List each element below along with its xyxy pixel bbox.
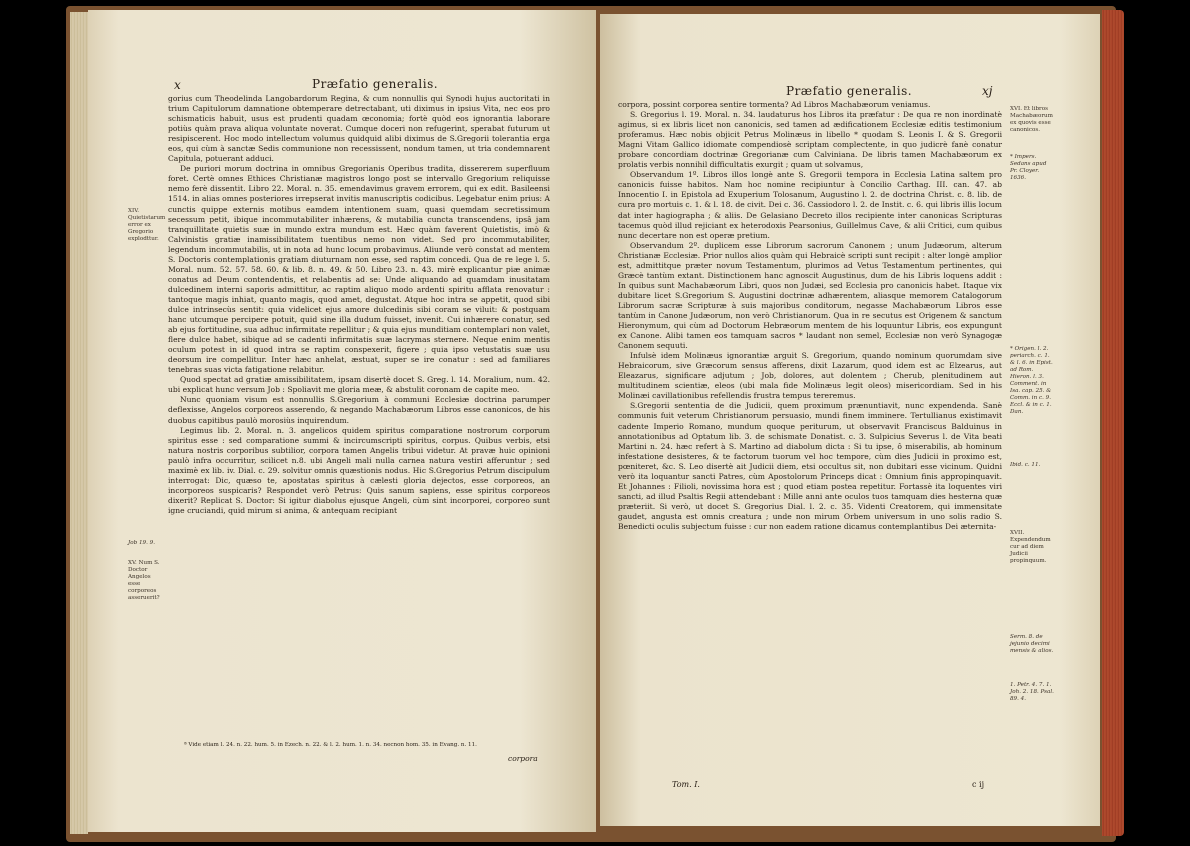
left-page [88, 10, 596, 832]
right-page-number: xj [982, 84, 993, 98]
right-paragraph-4: Observandum 2º. duplicem esse Librorum sacrorum Canonem ; unum Judæorum, alterum Christianæ Ecclesiæ. Prior nullos alios quàm qui Hebraicè scripti sunt recipit : alter longè amplior est, admittitque præter novum Testamentum, plurimos ad Vetus Testamentum pertinentes, qui Græcè tantùm extant. Distinctionem hanc agnoscit Augustinus, dum de his Libris loquens addit : In quibus sunt Machabæorum Libri, quos non Judæi, sed Ecclesia pro canonicis habet. Itaque vix dubitare licet S.Gregorium S. Augustini doctrinæ adhærentem, aliasque memorem Catalogorum Librorum sacræ Scripturæ à suis majoribus conditorum, negasse Machabæorum Libros esse tantùm in Canone Judæorum, non verò Christianorum. Qua in re secutus est Origenem & sanctum Hieronymum, qui cùm ad Doctorum Hebræorum mentem de his loquuntur Libris, eos expungunt ex Canone. Alibi tamen eos tamquam sacros * laudant non semel, Ecclesiæ non verò Synagogæ Canonem sequuti. [618, 240, 1002, 351]
left-running-head: Præfatio generalis. [312, 77, 439, 91]
left-paragraph-2: De puriori morum doctrina in omnibus Gregorianis Operibus tradita, dissererem superfluum foret. Certè omnes Ethices Christianæ magistros longo post se intervallo Gregorium reliquisse nemo ferè dissentit. Libro 22. Moral. n. 35. emendavimus gravem errorem, qui ex edit. Basileensi 1514. in alias omnes posteriores irrepserat invitis manuscriptis codicibus. Legebatur enim prius: A cunctis quippe externis motibus eamdem intentionem suam, quasi quemdam secretissimum secessum petit, ibique incommutabiliter inhærens, & mutabilia cuncta transcendens, ipsâ jam tranquillitate quietis suæ in mundo extra mundum est. Hæc quàm faverent Quietistis, imò & Calvinistis gratiæ inamissibilitatem tuentibus nemo non videt. Sed pro incommutabiliter, legendum incommutabilis, ut in nota ad hunc locum probavimus. Aliunde verò constat ad mentem S. Doctoris contemplationis gratiam diuturnam non esse, sed raptim concedi. Qua de re lege l. 5. Moral. num. 52. 57. 58. 60. & lib. 8. n. 49. & 50. Libro 23. n. 43. mirè explicantur piæ animæ conatus ad Deum contendentis, et relabentis ad se: Unde aliquando ad quamdam inusitatam dulcedinem interni saporis admittitur, ac raptim aliquo modo ardenti spiritu afflata renovatur : tantoque magis inhiat, quanto magis, quod amet, degustat. Atque hoc intra se appetit, quod sibi dulce intrinsecùs sentit: quia videlicet ejus amore dulcedinis sibi coram se viluit: & postquam hanc utcumque percipere potuit, quid sine illa dudum fuisset, invenit. Cui inhærere conatur, sed ab ejus fortitudine, sua adhuc infirmitate repellitur ; & quia ejus munditiam contemplari non valet, flere dulce habet, sibique ad se cadenti infirmitatis suæ lacrymas sternere. Neque enim mentis oculum potest in id quod intra se raptim conspexerit, figere ; quia ipso vetustatis suæ usu deorsum ire compellitur. Inter hæc anhelat, æstuat, super se ire conatur : sed ad familiares tenebras suas victa fatigatione relabitur. [168, 164, 550, 375]
right-margin-note-ibid: Ibid. c. 11. [1010, 462, 1041, 468]
left-catchword: corpora [508, 754, 538, 763]
left-paragraph-1: gorius cum Theodelinda Langobardorum Regina, & cum nonnullis qui Synodi hujus auctoritati in trium Capitulorum damnatione obtemperare detrectabant, uti diximus in ipsius Vita, nec eos pro schismaticis habuit, usus est prudenti quadam œconomia; fortè quòd eos ignorantia laborare potiùs quàm prava aliqua voluntate noverat. Cumque doceri non refugerint, sperabat futurum ut resipiscerent. Hoc modo intellectum volumus quidquid alibi diximus de S.Gregorii tolerantia erga eos, qui cùm à sanctæ Sedis communione non recessissent, nondum tamen, ut tria condemnarent Capitula, potuerant adduci. [168, 94, 550, 164]
left-paragraph-3: Quod spectat ad gratiæ amissibilitatem, ipsam disertè docet S. Greg. l. 14. Moralium, num. 42. ubi explicat hunc versum Job : Spoliavit me gloria meæ, & abstulit coronam de capite meo. [168, 375, 550, 395]
left-margin-note-14: XIV. Quietistarum error ex Gregorio explodttur. [128, 208, 166, 242]
right-running-head: Præfatio generalis. [786, 84, 913, 98]
left-margin-note-15: XV. Num S. Doctor Angelos esse corporeos asseruerit? [128, 560, 160, 601]
left-paragraph-5: Legimus lib. 2. Moral. n. 3. angelicos quidem spiritus comparatione nostrorum corporum spiritus esse : sed comparatione summi & incircumscripti spiritus, corpus. Quibus verbis, etsi natura nostris corporibus subtilior, corpora tamen Angelis tribui videtur. At pravæ huic opinioni paulò infra occurritur, scilicet n.8. ubi Angeli mali nulla carnea natura vestiri afferuntur ; sed maximè ex lib. iv. Dial. c. 29. solvitur omnis quæstionis nodus. Hic S.Gregorius Petrum discipulum interrogat: Dic, quæso te, apostatas spiritus à cælesti gloria dejectos, esse corporeos, an incorporeos suspicaris? Respondet verò Petrus: Quis sanum sapiens, esse spiritus corporeos dixerit? Replicat S. Doctor: Si igitur diabolus ejusque Angeli, cùm sint incorporei, corporeo sunt igne cruciandi, quid mirum si anima, & antequam recipiant [168, 425, 550, 515]
right-page [600, 14, 1100, 826]
right-signature-tomus: Tom. I. [672, 780, 700, 789]
left-margin-note-job: Job 19. 9. [128, 540, 155, 546]
right-paragraph-3: Observandum 1º. Libros illos longè ante S. Gregorii tempora in Ecclesia Latina saltem pro canonicis fuisse habitos. Nam hoc nomine recipiuntur à Concilio Carthag. III. can. 47. ab Innocentio I. in Epistola ad Exuperium Tolosanum, Augustino l. 2. de doctrina Christ. c. 8. lib. de cura pro mortuis c. 1. & l. 18. de civit. Dei c. 36. Cassiodoro l. 2. de Instit. c. 6. qui libris illis locum dat inter hagiographa ; & aliis. De Gelasiano Decreto illos recipiente inter canonicas Scripturas tacemus quòd illud rejiciant ex heterodoxis Pearsonius, Guillelmus Cave, & alii Critici, cum quibus nunc decertare non est operæ pretium. [618, 170, 1002, 240]
left-footnote: ª Vide etiam l. 24. n. 22. hum. 5. in Ezech. n. 22. & l. 2. hum. 1. n. 34. necnon hom. 35. in Evang. n. 11. [184, 742, 477, 748]
right-margin-note-serm: Serm. 8. de jejunio decimi mensis & alios. [1010, 634, 1054, 654]
left-text-column [168, 94, 550, 704]
right-margin-note-16: XVI. Et libros Machabæorum ex quovis esse canonicos. [1010, 106, 1053, 133]
right-margin-note-petr: 1. Petr. 4. 7. 1. Joh. 2. 18. Psal. 89. 4. [1010, 682, 1054, 702]
right-paragraph-1: corpora, possint corporea sentire tormenta? Ad Libros Machabæorum veniamus. [618, 100, 931, 109]
right-text-column [618, 100, 1002, 764]
left-page-edges [70, 12, 88, 834]
left-page-number: x [174, 78, 181, 92]
right-margin-note-impers: * Impers. Sedans apud Pr. Cloyer. 1636. [1010, 154, 1047, 181]
right-margin-note-origen: * Origen. l. 2. periarch. c. 1. & l. 6. in Epist. ad Rom. Hieron. l. 3. Comment. in Isa. cap. 25. & Comm. in c. 9. Eccl. & in c. 1. Dan. [1010, 346, 1053, 415]
right-page-edges [1102, 10, 1124, 836]
right-signature-mark: c ij [972, 780, 985, 789]
right-paragraph-2: S. Gregorius l. 19. Moral. n. 34. laudaturus hos Libros ita præfatur : De qua re non inordinatè agimus, si ex libris licet non canonicis, sed tamen ad ædificationem Ecclesiæ editis testimonium proferamus. Hæc nobis objicit Petrus Molinæus in libello * quodam S. Leonis I. & S. Gregorii Magni Vitam Gallico idiomate compendiosè scriptam complectente, in quo judicrè fanè conatur probare concordiam doctrinæ Gregorianæ cum Calviniana. De libris tamen Machabæorum ex prolatis verbis nonnihil difficultatis exurgit ; quam ut solvamus, [618, 110, 1002, 170]
right-paragraph-6: S.Gregorii sententia de die Judicii, quem proximum prænuntiavit, nunc expendenda. Sanè communis fuit veterum Christianorum persuasio, mundi finem imminere. Tertullianus existimavit cadente Imperio Romano, mundum quoque periturum, ut observavit Franciscus Balduinus in annotationibus ad Optatum lib. 3. de schismate Donatist. c. 3. Sulpicius Severus l. de Vita beati Martini n. 24. hæc refert à S. Martino ad diabolum dicta : Si tu ipse, ô miserabilis, ab hominum infestatione desisteres, & te factorum tuorum vel hoc tempore, cùm dies Judicii in proximo est, pœniteret, &c. S. Leo disertè ait Judicii diem, etsi occultus sit, non dubitari esse vicinum. Quidni verò ita loquantur sancti Patres, cùm Apostolorum Princeps dicat : Omnium finis appropinquavit. Et Johannes : Filioli, novissima hora est ; quod etiam postea repetitur. Fortassè ita loquentes viri sancti, ad illud Psaltis Regii attendebant : Mille anni ante oculos tuos tamquam dies hesterna quæ præteriit. Si verò, ut docet S. Gregorius Dial. l. 2. c. 35. Videnti Creatorem, qui immensitate gaudet, angusta est omnis creatura ; unde non mirum Orbem universum in uno solis radio S. Benedicti oculis subjectum fuisse : cur non eadem ratione dicamus contemplantibus Dei æternita- [618, 401, 1002, 531]
right-margin-note-17: XVII. Expendendum cur ad diem Judicii propinquum. [1010, 530, 1051, 564]
right-paragraph-5: Infulsè idem Molinæus ignorantiæ arguit S. Gregorium, quando nominum quorumdam sive Hebraicorum, sive Græcorum sensus afferens, dixit Lazarum, quod idem est ac Elzearus, aut Eleazarus, significare adjutum ; Job, dolores, aut dolentem ; Cherub, plenitudinem aut multitudinem scientiæ, eleos (ubi mala fide Molinæus legit oleos) misericordiam. Sed in his Molinæi cavillationibus refellendis frustra tempus tereremus. [618, 351, 1002, 401]
left-paragraph-4: Nunc quoniam visum est nonnullis S.Gregorium à communi Ecclesiæ doctrina parumper deflexisse, Angelos corporeos asserendo, & negando Machabæorum Libros esse canonicos, de his duobus capitibus paulò morosiùs inquirendum. [168, 395, 550, 425]
